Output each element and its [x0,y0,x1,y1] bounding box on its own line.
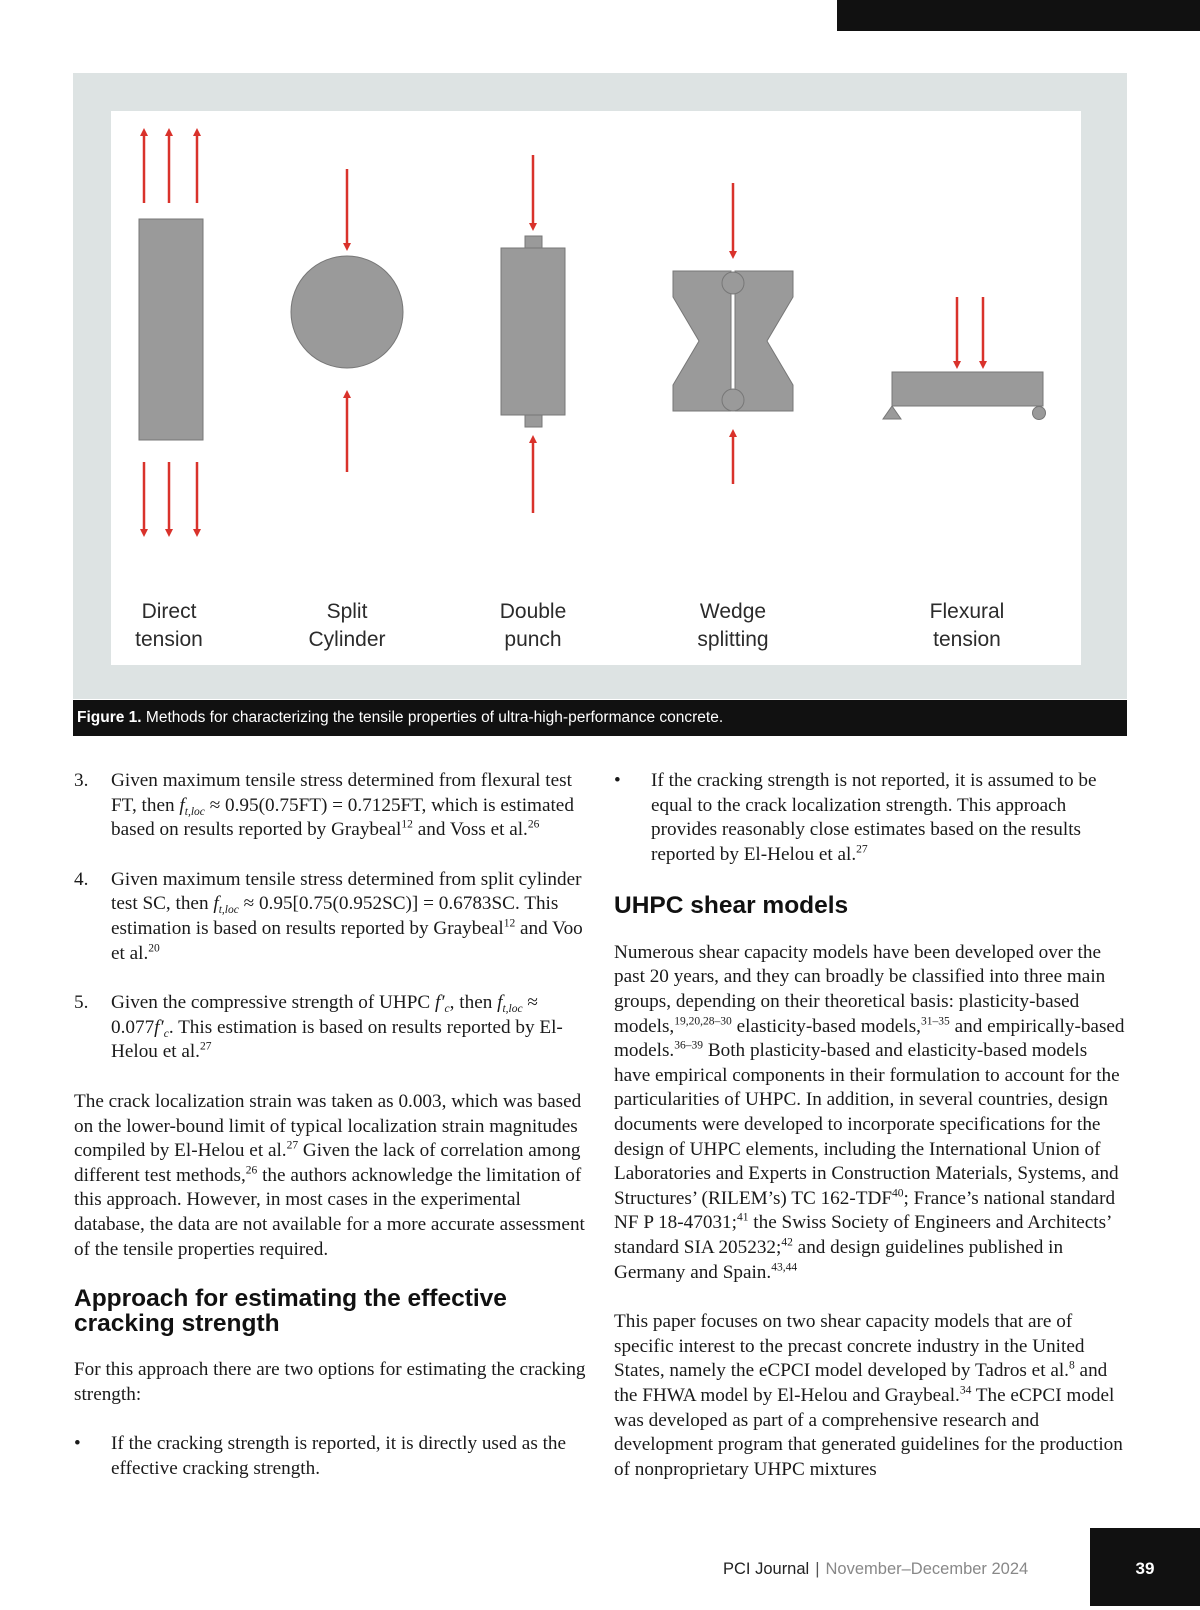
footer-journal-info [723,1556,1063,1582]
caption-label: Figure 1. [77,709,142,726]
footer-separator: | [815,1560,820,1578]
figure-panel [111,111,1081,665]
list-item-3: 3. Given maximum tensile stress determined from flexural test FT, then $f_{t,loc} \approx 0.95(0.75FT) = 0.7125FT$, which is estimated based on results reported by Graybeal$^{12}$ and Voss et al.$^{26}$ [74,770,574,841]
caption-text: Methods for characterizing the tensile properties of ultra-high-performance concrete. [145,709,724,726]
label-double-punch: Double punch [499,600,567,651]
wedge-splitting-top-roller [722,272,744,294]
top-black-bar [837,0,1200,31]
section-heading-uhpc-shear-models: UHPC shear models [614,892,849,920]
wedge-splitting-left-half [673,271,731,411]
flexural-tension-illustration [883,297,1046,420]
paragraph-shear-models-overview: Numerous shear capacity models have been developed over the past 20 years, and they can broadly be classified into three main groups, depending on their theoretical basis: plasticity-based models,$^{19,20,28-30}$ elasticity-based models,$^{31-35}$ and empirically-based models.$^{36-39}$ Both plasticity-based and elasticity-based models have empirical components in their formulation to account for the particularities of UHPC. In addition, in several countries, design documents were developed to incorporate specifications for the design of UHPC elements, including the International Union of Laboratories and Experts in Construction Materials, Systems, and Structures’ (RILEM’s) TC 162-TDF$^{40}$; France’s national standard NF P 18-47031;$^{41}$ the Swiss Society of Engineers and Architects’ standard SIA 205232;$^{42}$ and design guidelines published in Germany and Spain.$^{43,44}$ [614,941,1125,1283]
paragraph-localization-strain: The crack localization strain was taken as 0.003, which was based on the lower-bound limit of typical localization strain magnitudes compiled by El-Helou et al.$^{27}$ Given the lack of correlation among different test methods,$^{26}$ the authors acknowledge the limitation of this approach. However, in most cases in the experimental database, the data are not available for a more accurate assessment of the tensile properties required. [74,1090,585,1260]
journal-name: PCI Journal [723,1560,810,1578]
page-number: 39 [1090,1528,1200,1606]
bullet-item-not-reported: • If the cracking strength is not reported, it is assumed to be equal to the crack localization strength. This approach provides reasonably close estimates based on the results reported by El-Helou et al.$^{27}$ [614,770,1097,865]
label-direct-tension: Direct tension [135,600,203,651]
direct-tension-illustration [139,132,203,533]
double-punch-illustration [501,155,565,513]
double-punch-top-punch [525,236,542,248]
split-cylinder-illustration [291,169,403,472]
double-punch-bottom-punch [525,415,542,427]
label-wedge-splitting: Wedge splitting [697,600,769,651]
left-column [74,769,586,1481]
direct-tension-specimen [139,219,203,440]
wedge-splitting-bottom-roller [722,389,744,411]
section-heading-effective-cracking-strength: Approach for estimating the effective cracking strength [74,1285,507,1337]
wedge-splitting-right-half [735,271,793,411]
figure-caption [73,700,1127,736]
list-item-5: 5. Given the compressive strength of UHPC $f'_c$, then $f_{t,loc} \approx 0.077f'_c$. This estimation is based on results reported by El-Helou et al.$^{27}$ [74,992,563,1063]
split-cylinder-specimen [291,256,403,368]
tensile-test-diagram [111,111,1081,665]
figure-1 [73,73,1127,699]
flexural-tension-pin-support [883,406,901,419]
bullet-item-reported: • If the cracking strength is reported, it is directly used as the effective cracking strength. [74,1433,567,1479]
paragraph-ecpci-fhwa: This paper focuses on two shear capacity models that are of specific interest to the precast concrete industry in the United States, namely the eCPCI model developed by Tadros et al.$^8$ and the FHWA model by El-Helou and Graybeal.$^{34}$ The eCPCI model was developed as part of a comprehensive research and development program that generated guidelines for the production of nonproprietary UHPC mixtures [614,1311,1123,1480]
list-item-4: 4. Given maximum tensile stress determined from split cylinder test SC, then $f_{t,loc} \approx 0.95[0.75(0.952SC)] = 0.6783SC$. This estimation is based on results reported by Graybeal$^{12}$ and Voo et al.$^{20}$ [74,868,583,964]
paragraph-options-intro: For this approach there are two options for estimating the cracking strength: [74,1359,586,1405]
label-flexural-tension: Flexural tension [929,600,1005,651]
right-column [614,769,1126,1507]
label-split-cylinder: Split Cylinder [308,600,386,651]
flexural-tension-roller-support [1033,407,1046,420]
flexural-tension-beam [892,372,1043,406]
wedge-splitting-illustration [673,183,793,484]
double-punch-specimen [501,248,565,415]
issue-date: November–December 2024 [825,1560,1029,1578]
